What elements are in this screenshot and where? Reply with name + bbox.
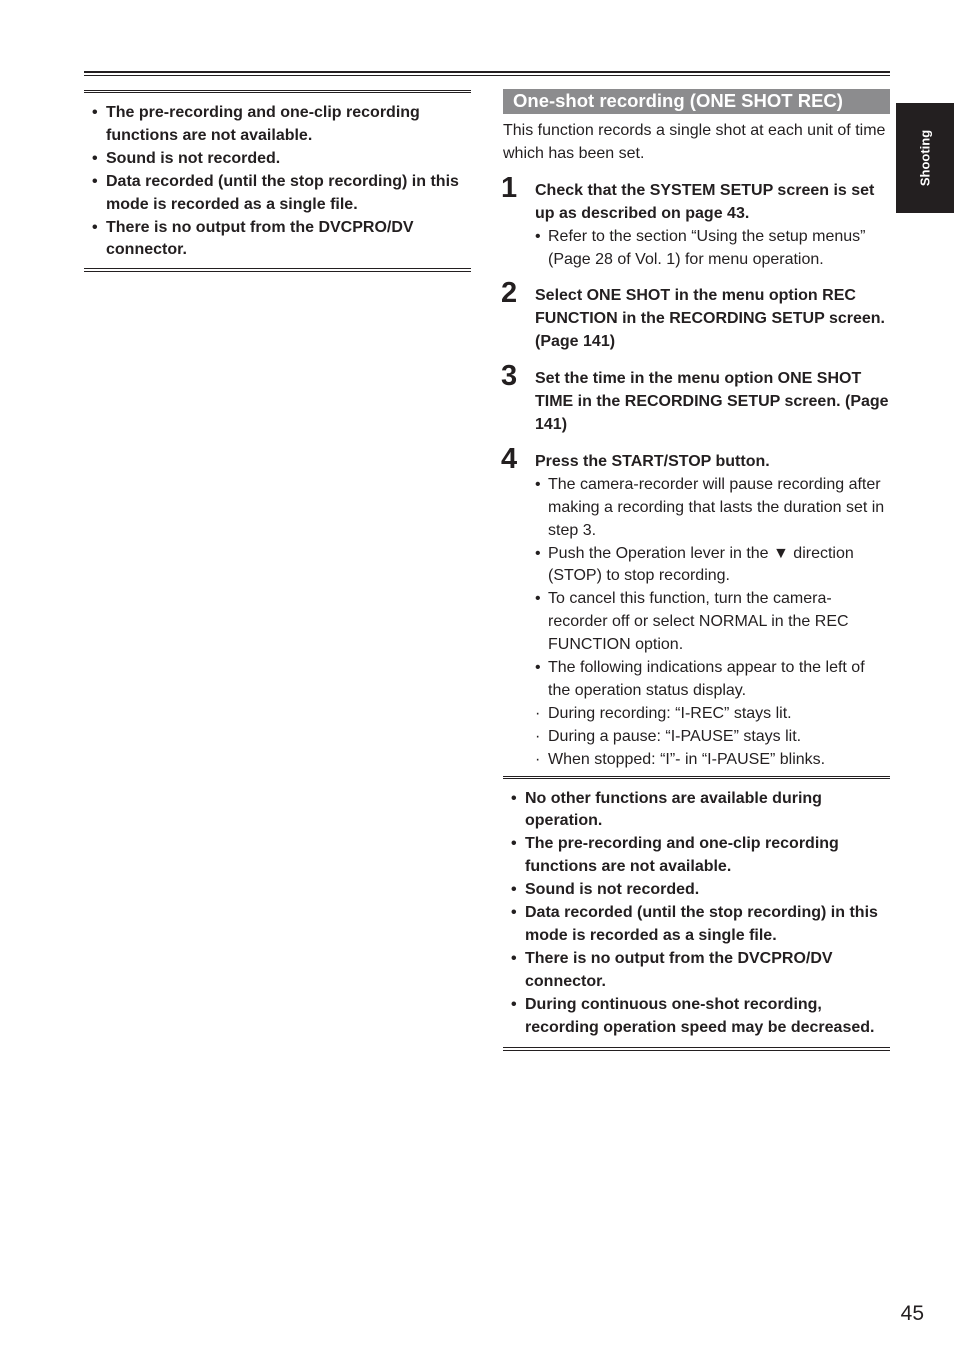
step-instruction: Select ONE SHOT in the menu option REC FUNCTION in the RECORDING SETUP screen. (Page 141): [535, 287, 885, 351]
step-number: 2: [501, 277, 518, 310]
step-bullets: [535, 474, 890, 703]
left-notes-box: [84, 90, 471, 272]
step-instruction: Set the time in the menu option ONE SHOT TIME in the RECORDING SETUP screen. (Page 141): [535, 370, 889, 433]
right-notes-box: [503, 776, 890, 1051]
note-item: • There is no output from the DVCPRO/DV connector.: [84, 217, 471, 263]
notes-top-rule: [503, 776, 890, 779]
note-item: • Data recorded (until the stop recording) in this mode is recorded as a single file.: [503, 902, 890, 948]
right-column: [503, 89, 890, 1051]
notes-top-rule: [84, 90, 471, 93]
step-4: [501, 442, 890, 772]
bullet-item: • To cancel this function, turn the camera-recorder off or select NORMAL in the REC FUNCTION option.: [535, 588, 890, 657]
bullet-item: • Push the Operation lever in the ▼ direction (STOP) to stop recording.: [535, 543, 890, 589]
note-item: • Data recorded (until the stop recording) in this mode is recorded as a single file.: [84, 171, 471, 217]
step-2: [501, 277, 890, 354]
sub-bullet-item: · When stopped: “I”- in “I-PAUSE” blinks.: [535, 749, 890, 772]
step-instruction: Check that the SYSTEM SETUP screen is set up as described on page 43.: [535, 181, 875, 222]
bullet-item: • Refer to the section “Using the setup menus” (Page 28 of Vol. 1) for menu operation.: [535, 226, 890, 272]
step-number: 3: [501, 360, 518, 393]
note-item: • Sound is not recorded.: [503, 879, 890, 902]
step-3: [501, 360, 890, 437]
page-number: 45: [900, 1302, 924, 1325]
bullet-item: • The following indications appear to the left of the operation status display.: [535, 657, 890, 703]
sub-bullet-item: · During recording: “I-REC” stays lit.: [535, 703, 890, 726]
note-item: • There is no output from the DVCPRO/DV connector.: [503, 948, 890, 994]
top-rule: [84, 71, 890, 76]
left-notes-list: [84, 102, 471, 262]
step-instruction: Press the START/STOP button.: [535, 452, 770, 470]
step-bullets: [535, 226, 890, 272]
chapter-tab-label: Shooting: [917, 129, 933, 187]
step-number: 4: [501, 442, 518, 475]
notes-bottom-rule: [84, 268, 471, 272]
note-item: • Sound is not recorded.: [84, 148, 471, 171]
section-intro: This function records a single shot at each unit of time which has been set.: [503, 122, 886, 162]
sub-bullet-item: · During a pause: “I-PAUSE” stays lit.: [535, 726, 890, 749]
note-item: • No other functions are available during operation.: [503, 788, 890, 834]
status-indications-list: [535, 703, 890, 772]
note-item: • The pre-recording and one-clip recording functions are not available.: [503, 833, 890, 879]
chapter-tab: [896, 103, 954, 213]
note-item: • During continuous one-shot recording, recording operation speed may be decreased.: [503, 994, 890, 1040]
right-notes-list: [503, 788, 890, 1040]
step-number: 1: [501, 171, 518, 204]
notes-bottom-rule: [503, 1047, 890, 1051]
note-item: • The pre-recording and one-clip recording functions are not available.: [84, 102, 471, 148]
bullet-item: • The camera-recorder will pause recording after making a recording that lasts the duration set in step 3.: [535, 474, 890, 543]
section-title: One-shot recording (ONE SHOT REC): [503, 89, 890, 114]
step-1: [501, 171, 890, 272]
